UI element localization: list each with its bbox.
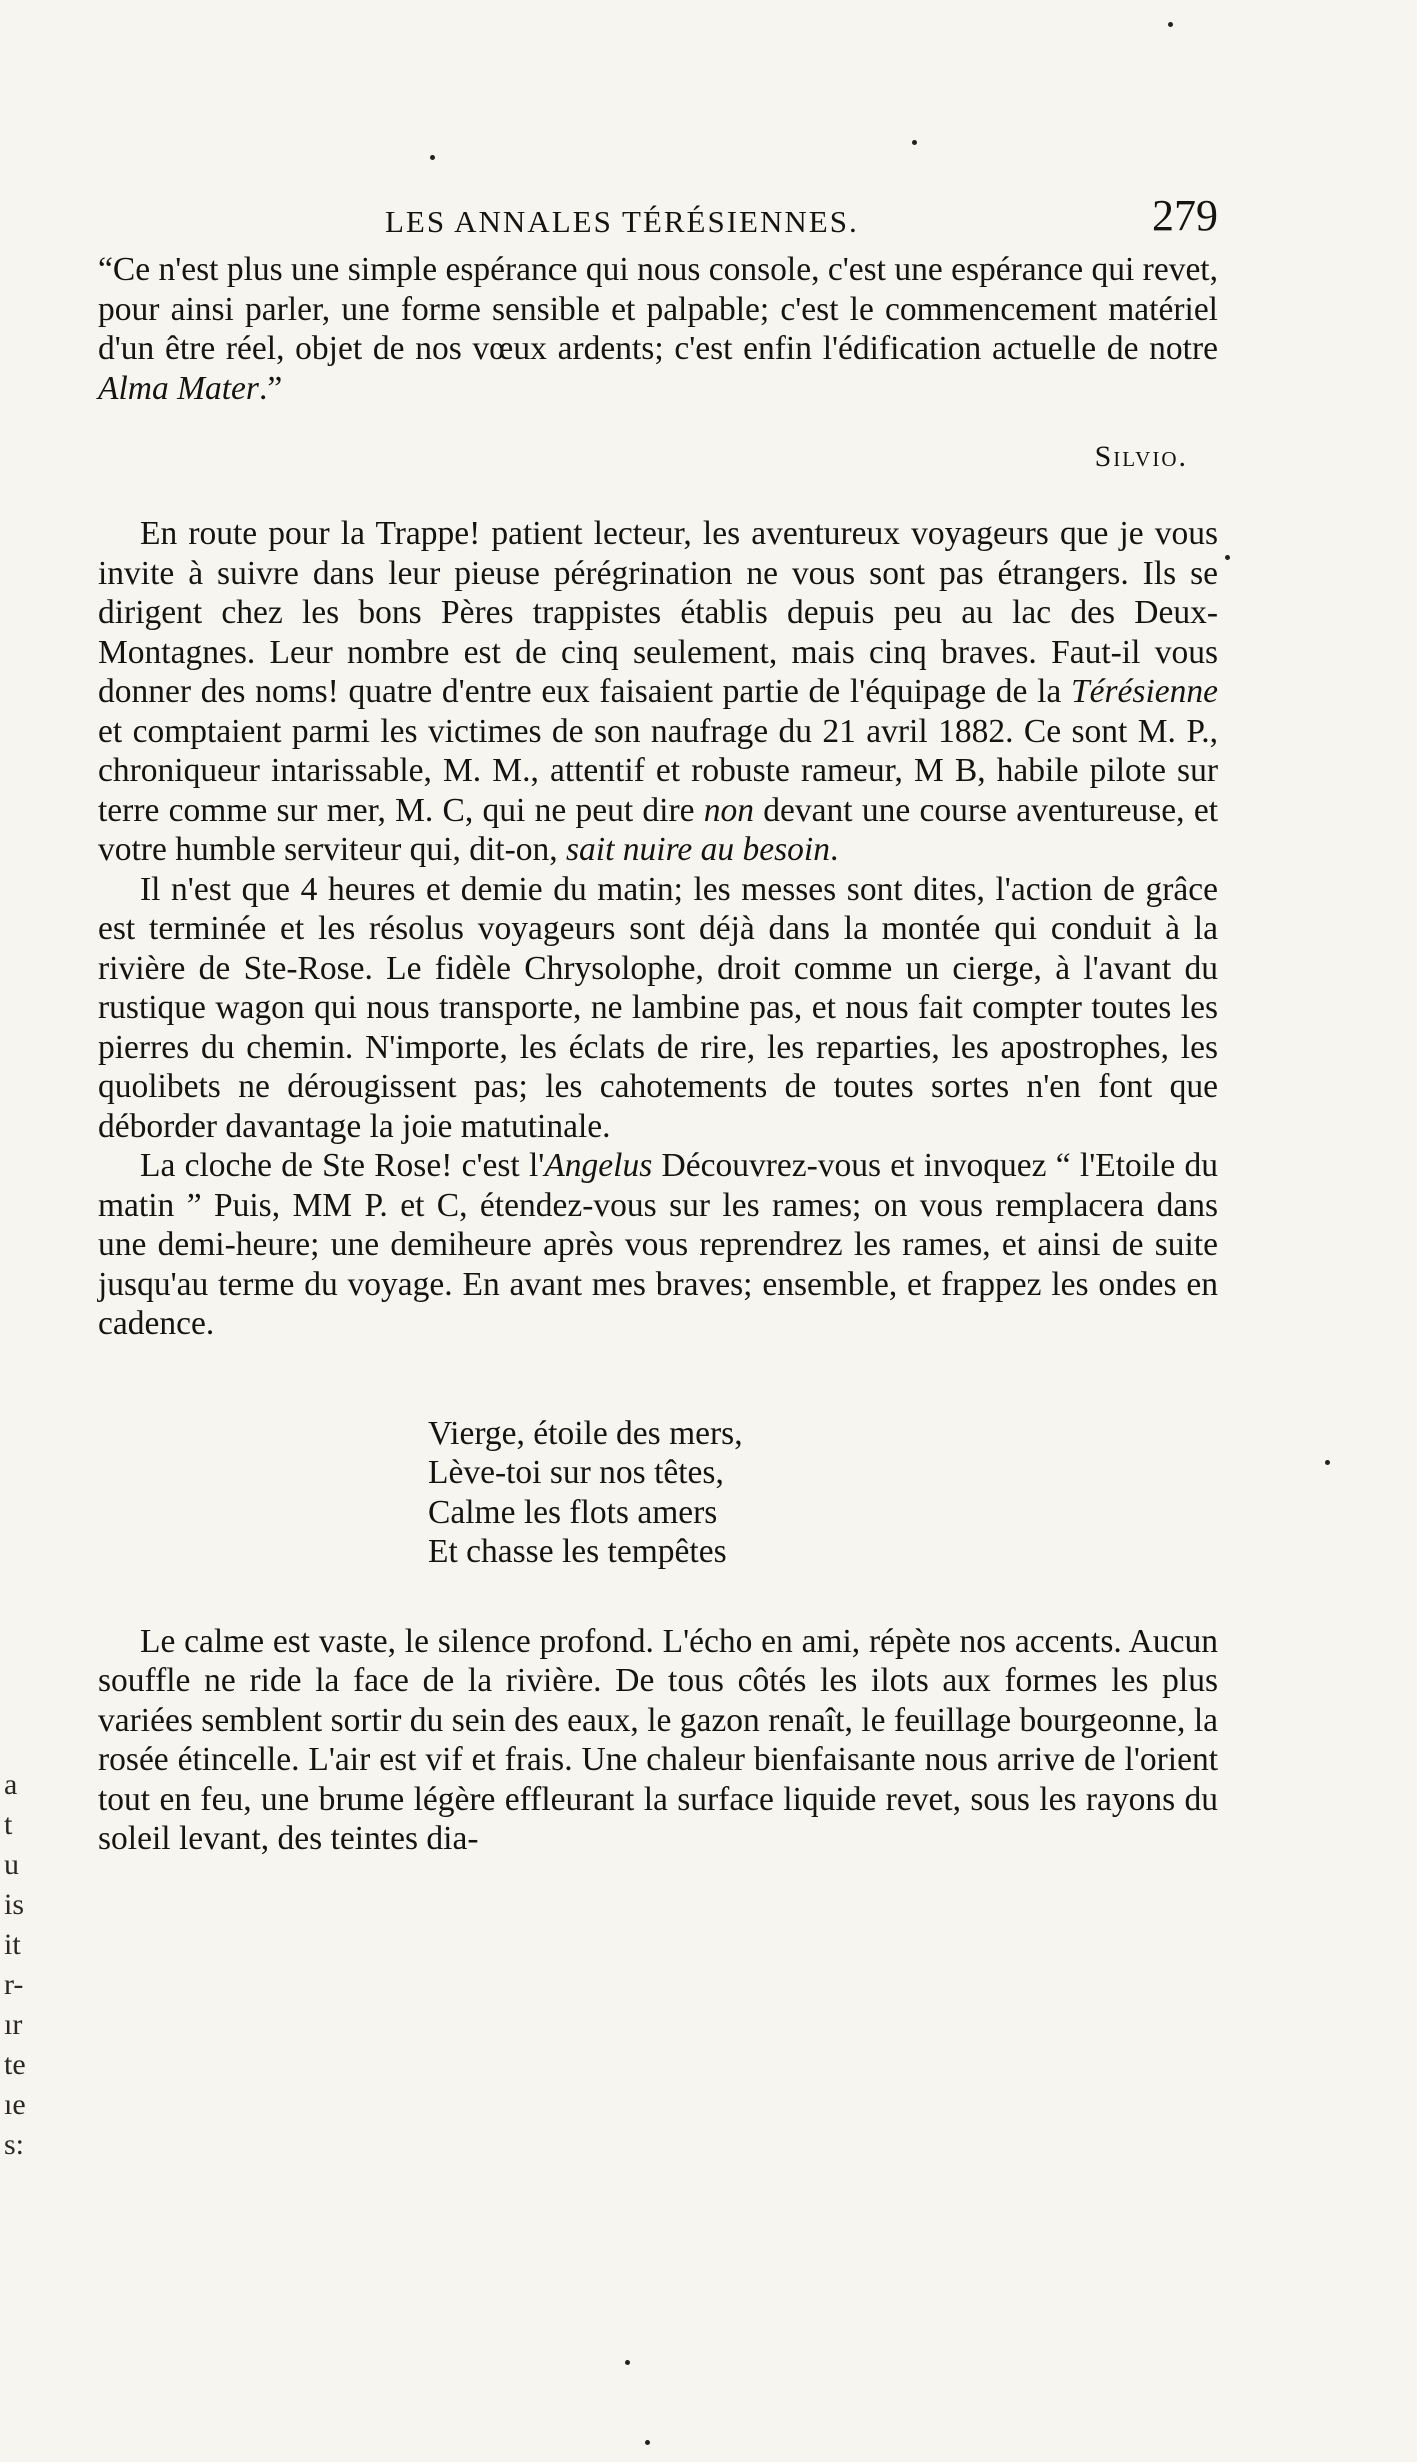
paragraph-2: Il n'est que 4 heures et demie du matin; les messes sont dites, l'action de grâce est terminée et les résolus voyageurs sont déjà dans la montée qui conduit à la rivière de Ste-Rose. Le fidèle Chrysolophe, droit comme un cierge, à l'avant du rustique wagon qui nous transporte, ne lambine pas, et nous fait compter toutes les pierres du chemin. N'importe, les éclats de rire, les reparties, les apostrophes, les quolibets ne dérougissent pas; les cahotements de toutes sortes n'en font que déborder davantage la joie matutinale. xyxy=(98,870,1218,1145)
margin-fragment: te xyxy=(4,2048,26,2081)
left-margin-bleedthrough xyxy=(4,1765,26,2165)
signature-name: Silvio. xyxy=(1094,440,1188,473)
paragraph-4: Le calme est vaste, le silence profond. L'écho en ami, répète nos accents. Aucun souffle ne ride la face de la rivière. De tous côtés les ilots aux formes les plus variées semblent sortir du sein des eaux, le gazon renaît, le feuillage bourgeonne, la rosée étincelle. L'air est vif et frais. Une chaleur bienfaisante nous arrive de l'orient tout en feu, une brume légère effleurant la surface liquide revet, sous les rayons du soleil levant, des teintes dia- xyxy=(98,1622,1218,1857)
print-speck xyxy=(625,2360,630,2365)
margin-fragment: is xyxy=(4,1888,25,1921)
poem-line: Et chasse les tempêtes xyxy=(428,1533,727,1570)
margin-fragment: ıe xyxy=(4,2088,26,2121)
print-speck xyxy=(912,140,917,145)
quote-italic: Alma Mater xyxy=(98,369,259,407)
p1-italic-ship: Térésienne xyxy=(1071,673,1218,710)
paragraph-1 xyxy=(98,514,1218,870)
margin-fragment: s: xyxy=(4,2128,25,2161)
signature xyxy=(98,440,1188,474)
page-number: 279 xyxy=(1152,191,1218,240)
p1-italic-nuire: sait nuire au besoin xyxy=(565,831,830,868)
poem-line: Lève-toi sur nos têtes, xyxy=(428,1454,724,1491)
p3-italic-angelus: Angelus xyxy=(544,1147,653,1184)
poem-line: Vierge, étoile des mers, xyxy=(428,1414,743,1452)
p1-text-b: et comptaient parmi les victimes de son naufrage du 21 avril 1882. Ce sont M. P., chroniqueur intarissable, M. M., attentif et robuste rameur, M B, habile pilote sur terre comme sur mer, M. C, qui ne peut dire xyxy=(98,712,1218,829)
book-page xyxy=(98,190,1218,1859)
margin-fragment: a xyxy=(4,1768,18,1801)
opening-quote xyxy=(98,250,1218,408)
poem xyxy=(428,1414,1218,1572)
poem-line: Calme les flots amers xyxy=(428,1493,718,1531)
print-speck xyxy=(1325,1460,1330,1465)
p3-text-b: Découvrez-vous et invoquez “ l'Etoile du matin ” Puis, MM P. et C, étendez-vous sur les rames; on vous remplacera dans une demi-heure; une demiheure après vous reprendrez les rames, et ainsi de suite jusqu'au terme du voyage. En avant mes braves; ensemble, et frappez les ondes en cadence. xyxy=(98,1147,1218,1342)
print-speck xyxy=(430,155,435,160)
quote-text: “Ce n'est plus une simple espérance qui nous console, c'est une espérance qui revet, pour ainsi parler, une forme sensible et palpable; c'est le commencement matériel d'un être réel, objet de nos vœux ardents; c'est enfin l'édification actuelle de notre xyxy=(98,251,1218,367)
p1-text-c: devant une course aventureuse, et votre humble serviteur qui, dit-on, xyxy=(98,791,1218,868)
margin-fragment: t xyxy=(4,1808,13,1841)
p1-text-a: En route pour la Trappe! patient lecteur, les aventureux voyageurs que je vous invite à suivre dans leur pieuse pérégrination ne vous sont pas étrangers. Ils se dirigent chez les bons Pères trappistes établis depuis peu au lac des Deux-Montagnes. Leur nombre est de cinq seulement, mais cinq braves. Faut-il vous donner des noms! quatre d'entre eux faisaient partie de l'équipage de la xyxy=(98,515,1218,710)
margin-fragment: ır xyxy=(4,2008,23,2041)
running-title: LES ANNALES TÉRÉSIENNES. xyxy=(385,204,859,239)
print-speck xyxy=(1168,22,1173,27)
print-speck xyxy=(645,2440,650,2445)
p1-italic-non: non xyxy=(703,791,755,829)
quote-end: .” xyxy=(258,369,283,407)
margin-fragment: it xyxy=(4,1928,21,1961)
paragraph-3 xyxy=(98,1146,1218,1344)
p1-text-d: . xyxy=(829,831,839,868)
print-speck xyxy=(1225,555,1230,560)
margin-fragment: u xyxy=(4,1848,19,1881)
p3-text-a: La cloche de Ste Rose! c'est l' xyxy=(140,1147,545,1184)
margin-fragment: r- xyxy=(4,1968,24,2001)
running-header xyxy=(98,190,1218,250)
